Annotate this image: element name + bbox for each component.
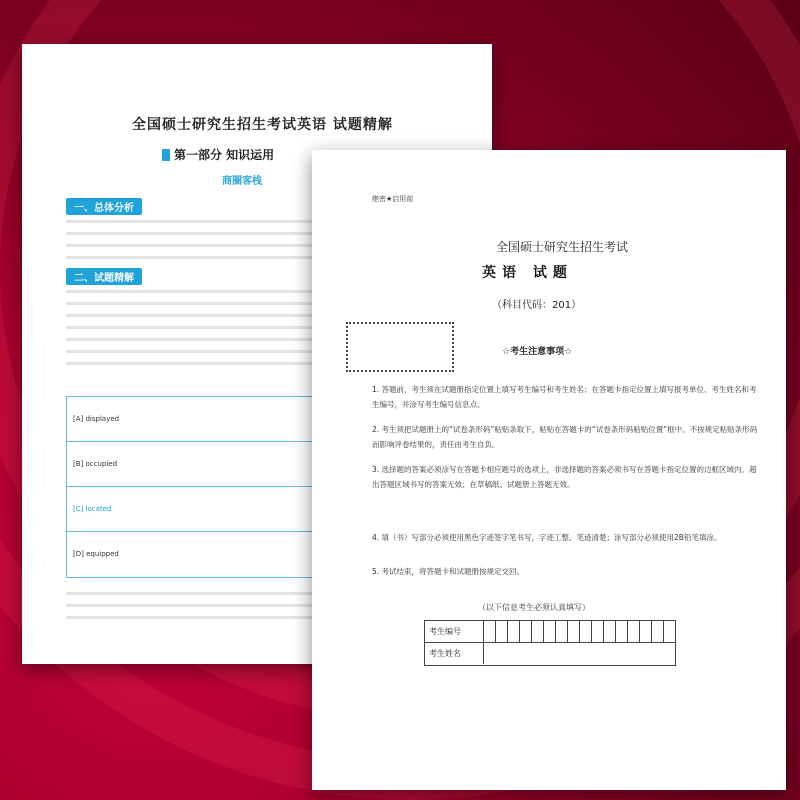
heading-explanation: 二、试题精解 (66, 268, 142, 285)
field-label: 考生姓名 (425, 643, 484, 664)
candidate-info-grid (424, 620, 676, 666)
instruction-item: 4. 填（书）写部分必须使用黑色字迹签字笔书写，字迹工整、笔迹清楚；涂写部分必须使用2B铅笔填涂。 (372, 533, 722, 542)
subject-title: 英语 试题 (482, 265, 573, 281)
option-row: [A] displayed (67, 397, 317, 442)
info-note: （以下信息考生必须认真填写） (478, 603, 590, 612)
option-row: [B] occupied (67, 442, 317, 487)
instruction-item: 5. 考试结束，将答题卡和试题册按规定交回。 (372, 567, 525, 576)
notice-title: ☆考生注意事项☆ (502, 347, 573, 357)
barcode-area (346, 322, 454, 372)
section-label: 第一部分 知识运用 (174, 148, 275, 162)
instruction-item: 3. 选择题的答案必须涂写在答题卡相应题号的选项上，非选择题的答案必须书写在答题卡指定位置的边框区域内。超出答题区域书写的答案无效；在草稿纸、试题册上答题无效。 (372, 465, 757, 489)
subject-code: （科目代码：201） (492, 300, 582, 311)
field-label: 考生编号 (425, 621, 484, 642)
instruction-item: 2. 考生须把试题册上的“试卷条形码”粘贴条取下，粘贴在答题卡的“试卷条形码粘贴位置”框中。不按规定粘贴条形码而影响评卷结果的，责任由考生自负。 (372, 425, 758, 449)
section-title (162, 146, 274, 163)
exam-name: 全国硕士研究生招生考试 (496, 240, 629, 254)
options-table (66, 396, 318, 578)
subsection-title: 商圈客栈 (222, 176, 262, 187)
option-row: [D] equipped (73, 550, 119, 558)
number-cells (484, 621, 675, 642)
secret-label: 绝密★启用前 (372, 195, 414, 203)
instruction-item: 1. 答题前，考生须在试题册指定位置上填写考生编号和考生姓名；在答题卡指定位置上填写报考单位、考生姓名和考生编号，并涂写考生编号信息点。 (372, 385, 757, 409)
heading-overview: 一、总体分析 (66, 198, 142, 215)
option-row: [C] located (67, 487, 317, 532)
exam-cover-page (312, 150, 786, 790)
section-marker-icon (162, 149, 170, 161)
page-title: 全国硕士研究生招生考试英语 试题精解 (132, 117, 393, 133)
